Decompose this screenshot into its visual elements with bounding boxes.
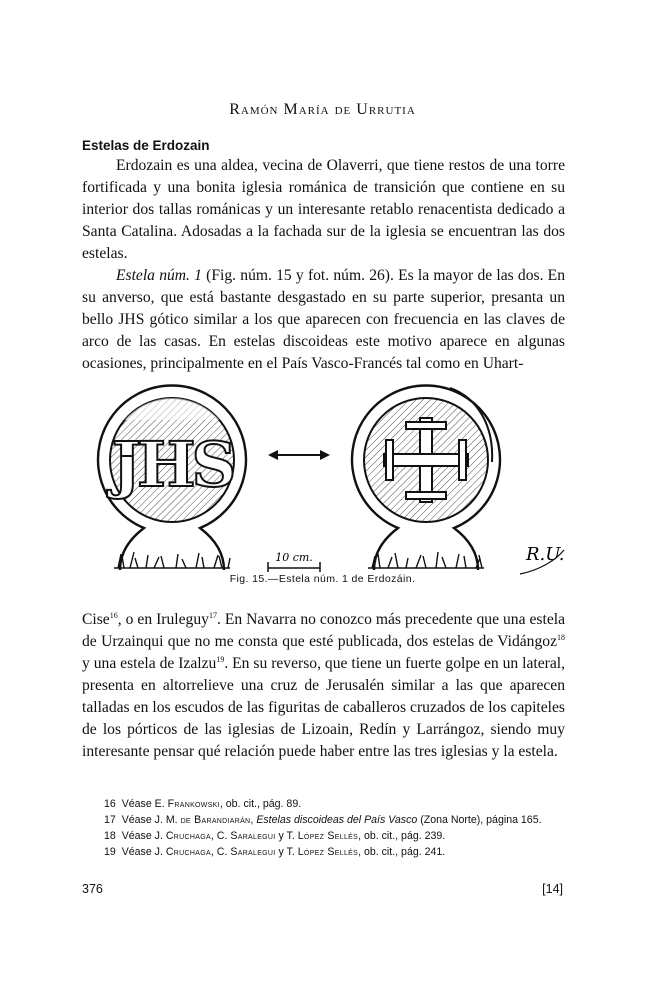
footnote-ref-19[interactable]: 19 (216, 654, 225, 664)
artist-signature: R.U. (526, 544, 565, 565)
footnote-19: 19 Véase J. Cruchaga, C. Saralegui y T. López Sellés, ob. cit., pág. 241. (104, 846, 446, 858)
grass-right (368, 552, 484, 568)
grass-left (114, 552, 230, 568)
scale-bar (268, 551, 320, 572)
footnote-16: 16 Véase E. Frankowski, ob. cit., pág. 89. (104, 798, 302, 810)
figure-caption: Fig. 15.—Estela núm. 1 de Erdozáin. (229, 573, 416, 585)
footnote-ref-17[interactable]: 17 (208, 610, 217, 620)
paragraph-2 (82, 265, 565, 375)
page-number: 376 (82, 882, 103, 896)
page-reference: [14] (542, 882, 563, 896)
jhs-monogram: JHS (111, 428, 233, 501)
footnote-17: 17 Véase J. M. de Barandiarán, Estelas discoideas del País Vasco (Zona Norte), página 165. (104, 814, 542, 826)
scale-label: 10 cm. (275, 551, 313, 564)
paragraph-3: Cise$^{16}$, o en Iruleguy$^{17}$. En Navarra no conozco más precedente que una estela de Urzainqui que no me consta que esté publicada, dos estelas de Vidángoz$^{18}$ y una estela de Izalzu$^{19}$. En su reverso, que tiene un fuerte golpe en un lateral, presenta en altorrelieve una cruz de Jerusalén similar a las que aparecen talladas en los escudos de las figuritas de caballeros cruzados de los capiteles de los pórticos de las iglesias de Lizoain, Redín y Larrángoz, siendo muy interesante pensar qué relación puede haber entre las tres iglesias y la estela. (82, 610, 566, 760)
section-title: Estelas de Erdozain (82, 138, 210, 153)
footnote-18: 18 Véase J. Cruchaga, C. Saralegui y T. López Sellés, ob. cit., pág. 239. (104, 830, 446, 842)
stela-back (352, 382, 520, 570)
paragraph-1: Erdozain es una aldea, vecina de Olaverri, que tiene restos de una torre fortificada y una bonita iglesia románica de transición que contiene en su interior dos tallas románicas y un interesante retablo renacentista dedicado a Santa Catalina. Adosadas a la fachada sur de la iglesia se encuentran las dos estelas. (82, 157, 565, 262)
body-text-bottom (82, 609, 565, 763)
stela-front (98, 386, 246, 570)
stela-drawing (80, 382, 570, 582)
footnote-ref-16[interactable]: 16 (109, 610, 118, 620)
double-arrow (268, 450, 330, 460)
body-text-top (82, 155, 565, 375)
footnote-ref-18[interactable]: 18 (557, 632, 565, 642)
running-header: Ramón María de Urrutia (229, 101, 416, 118)
stela-label: Estela núm. 1 (116, 267, 202, 284)
paragraph-2-text: (Fig. núm. 15 y fot. núm. 26). Es la mayor de las dos. En su anverso, que está bastante desgastado en su parte superior, presanta un bello JHS gótico similar a los que aparecen con frecuencia en las claves de arco de las casas. En estelas discoideas este motivo aparece en algunas ocasiones, principalmente en el País Vasco-Francés tal como en Uhart- (82, 267, 566, 372)
footnotes (82, 796, 565, 860)
figure-15 (80, 382, 570, 582)
